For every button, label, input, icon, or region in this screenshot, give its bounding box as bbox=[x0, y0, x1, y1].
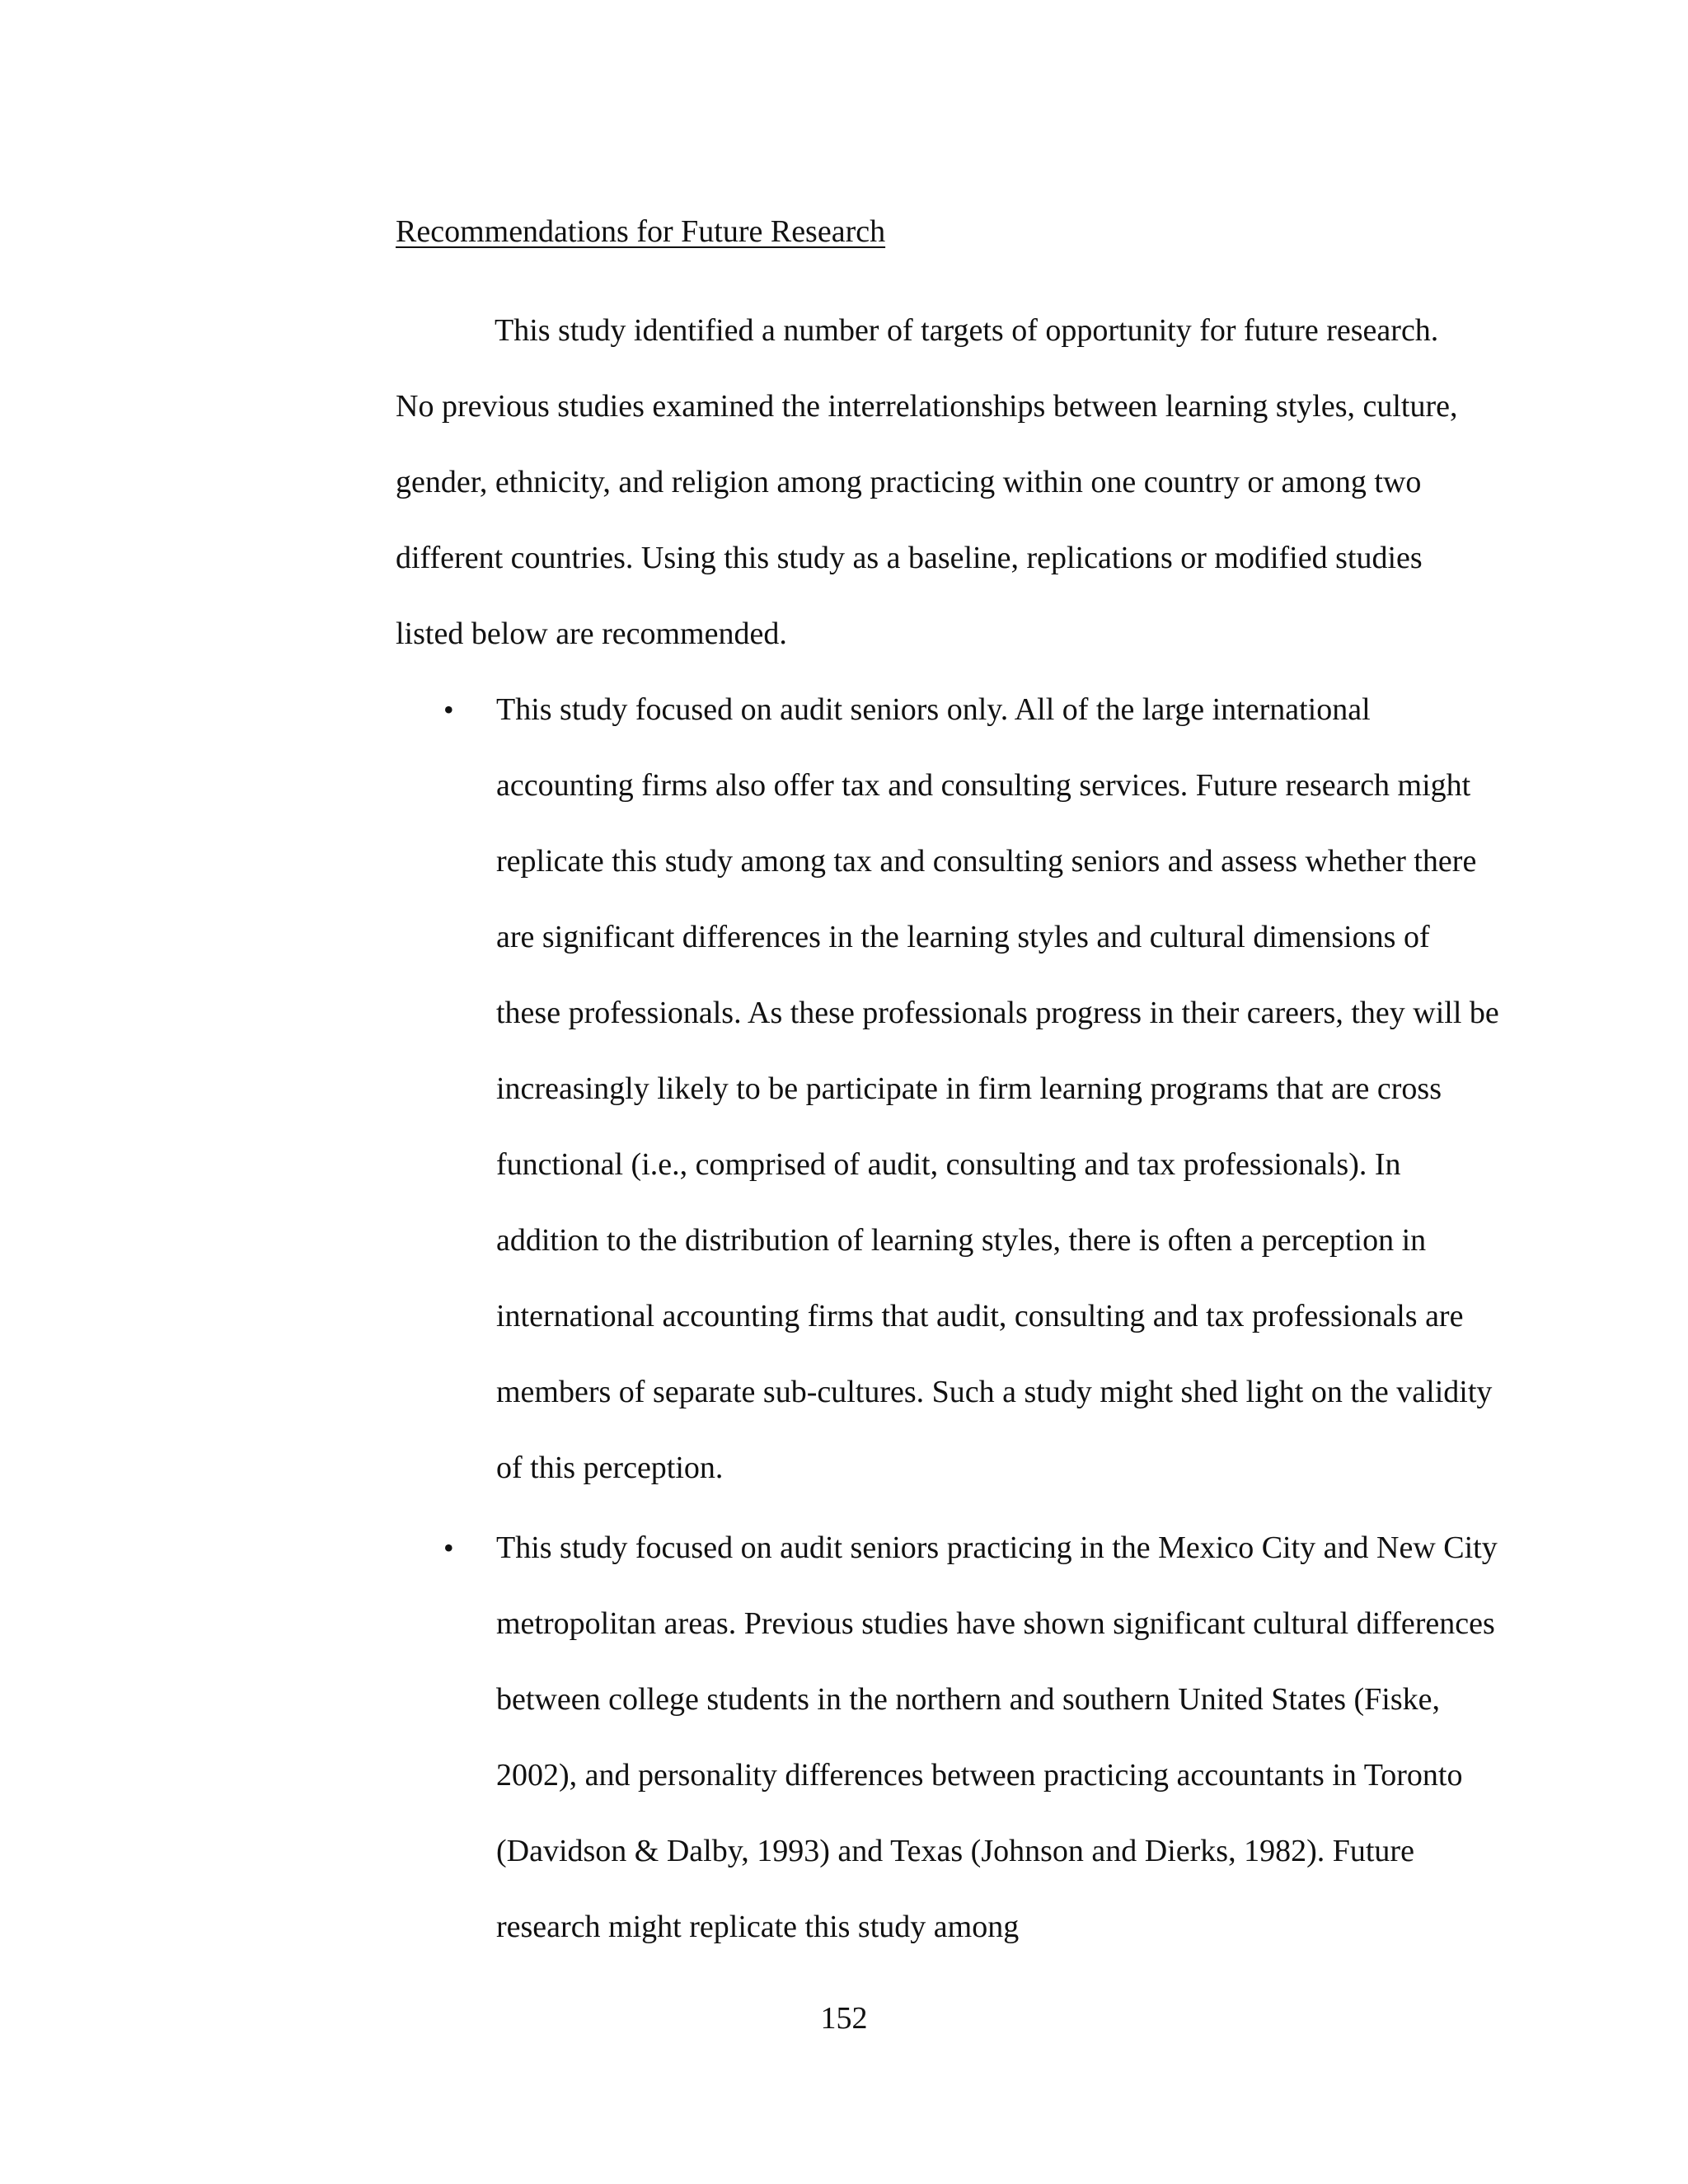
intro-paragraph: This study identified a number of targets of opportunity for future research. No previous studies examined the interrelationships between learning styles, culture, gender, ethnicity, and religion among practicing within one country or among two different countries. Using this study as a baseline, replications or modified studies listed below are recommended. bbox=[396, 313, 1458, 651]
section-heading: Recommendations for Future Research bbox=[396, 214, 886, 249]
recommendation-list bbox=[396, 672, 1500, 1969]
list-item bbox=[396, 672, 1500, 1506]
bullet-icon: • bbox=[443, 1531, 454, 1564]
list-item-text: This study focused on audit seniors only. All of the large international accounting firms also offer tax and consulting services. Future research might replicate this study among tax and consulting seniors and assess whether there are significant differences in the learning styles and cultural dimensions of these professionals. As these professionals progress in their careers, they will be increasingly likely to be participate in firm learning programs that are cross functional (i.e., comprised of audit, consulting and tax professionals). In addition to the distribution of learning styles, there is often a perception in international accounting firms that audit, consulting and tax professionals are members of separate sub-cultures. Such a study might shed light on the validity of this perception. bbox=[496, 692, 1499, 1485]
page-number: 152 bbox=[820, 2001, 868, 2036]
list-item-text: This study focused on audit seniors practicing in the Mexico City and New City metropolitan areas. Previous studies have shown significant cultural differences between college students in the northern and southern United States (Fiske, 2002), and personality differences between practicing accountants in Toronto (Davidson & Dalby, 1993) and Texas (Johnson and Dierks, 1982). Future research might replicate this study among bbox=[496, 1530, 1498, 1944]
list-item bbox=[396, 1510, 1500, 1965]
bullet-icon: • bbox=[443, 693, 454, 726]
